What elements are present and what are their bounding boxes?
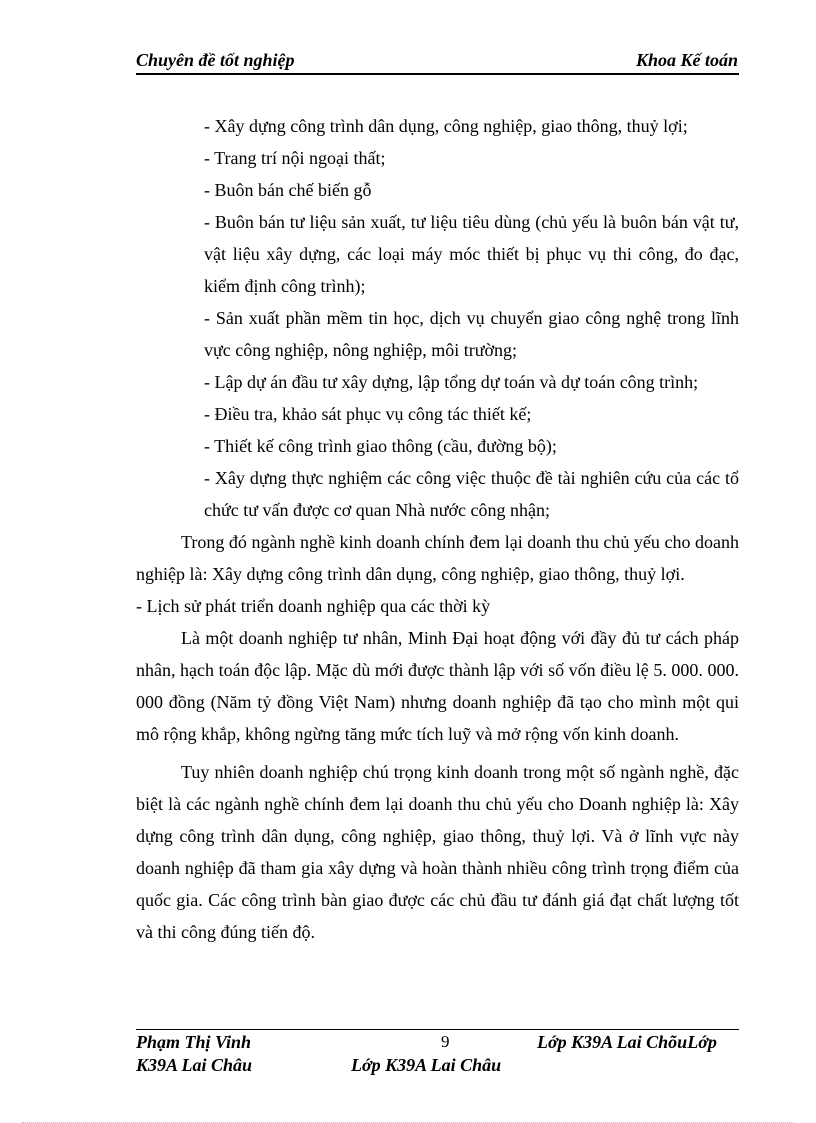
document-body — [136, 110, 739, 948]
bullet-item: - Buôn bán tư liệu sản xuất, tư liệu tiêu dùng (chủ yếu là buôn bán vật tư, vật liệu xây dựng, các loại máy móc thiết bị phục vụ thi công, đo đạc, kiểm định công trình); — [204, 212, 739, 296]
bullet-item: - Điều tra, khảo sát phục vụ công tác thiết kế; — [204, 404, 532, 424]
footer-author: Phạm Thị Vinh — [136, 1032, 252, 1052]
bullet-item: - Thiết kế công trình giao thông (cầu, đường bộ); — [204, 436, 557, 456]
page-header — [136, 50, 738, 72]
footer-class-center: Lớp K39A Lai Châu — [351, 1055, 502, 1075]
header-divider — [136, 73, 739, 75]
bullet-item: - Trang trí nội ngoại thất; — [204, 148, 386, 168]
bullet-item: - Buôn bán chế biến gỗ — [204, 180, 372, 200]
header-title: Chuyên đề tốt nghiệp — [136, 50, 295, 70]
footer-divider — [136, 1029, 739, 1030]
footer-class-right: Lớp K39A Lai ChõuLớp — [537, 1032, 717, 1052]
paragraph: Là một doanh nghiệp tư nhân, Minh Đại hoạt động với đầy đủ tư cách pháp nhân, hạch toán độc lập. Mặc dù mới được thành lập với số vốn điều lệ 5. 000. 000. 000 đồng (Năm tỷ đồng Việt Nam) nhưng doanh nghiệp đã tạo cho mình một qui mô rộng khắp, không ngừng tăng mức tích luỹ và mở rộng vốn kinh doanh. — [136, 628, 739, 744]
page-number: 9 — [441, 1032, 450, 1051]
paragraph: Tuy nhiên doanh nghiệp chú trọng kinh doanh trong một số ngành nghề, đặc biệt là các ngành nghề chính đem lại doanh thu chủ yếu cho Doanh nghiệp là: Xây dựng công trình dân dụng, công nghiệp, giao thông, thuỷ lợi. Và ở lĩnh vực này doanh nghiệp đã tham gia xây dựng và hoàn thành nhiều công trình trọng điểm của quốc gia. Các công trình bàn giao được các chủ đầu tư đánh giá đạt chất lượng tốt và thi công đúng tiến độ. — [136, 762, 739, 942]
footer-class-left: K39A Lai Châu — [136, 1055, 253, 1075]
bullet-item: - Sản xuất phần mềm tin học, dịch vụ chuyển giao công nghệ trong lĩnh vực công nghiệp, nông nghiệp, môi trường; — [204, 308, 739, 360]
page-footer — [136, 1032, 739, 1078]
bullet-item: - Lập dự án đầu tư xây dựng, lập tổng dự toán và dự toán công trình; — [204, 372, 699, 392]
bullet-item: - Xây dựng công trình dân dụng, công nghiệp, giao thông, thuỷ lợi; — [204, 116, 688, 136]
section-heading: - Lịch sử phát triển doanh nghiệp qua các thời kỳ — [136, 596, 491, 616]
bullet-item: - Xây dựng thực nghiệm các công việc thuộc đề tài nghiên cứu của các tổ chức tư vấn được cơ quan Nhà nước công nhận; — [204, 468, 739, 520]
paragraph: Trong đó ngành nghề kinh doanh chính đem lại doanh thu chủ yếu cho doanh nghiệp là: Xây dựng công trình dân dụng, công nghiệp, giao thông, thuỷ lợi. — [136, 532, 739, 584]
header-department: Khoa Kế toán — [635, 50, 738, 70]
